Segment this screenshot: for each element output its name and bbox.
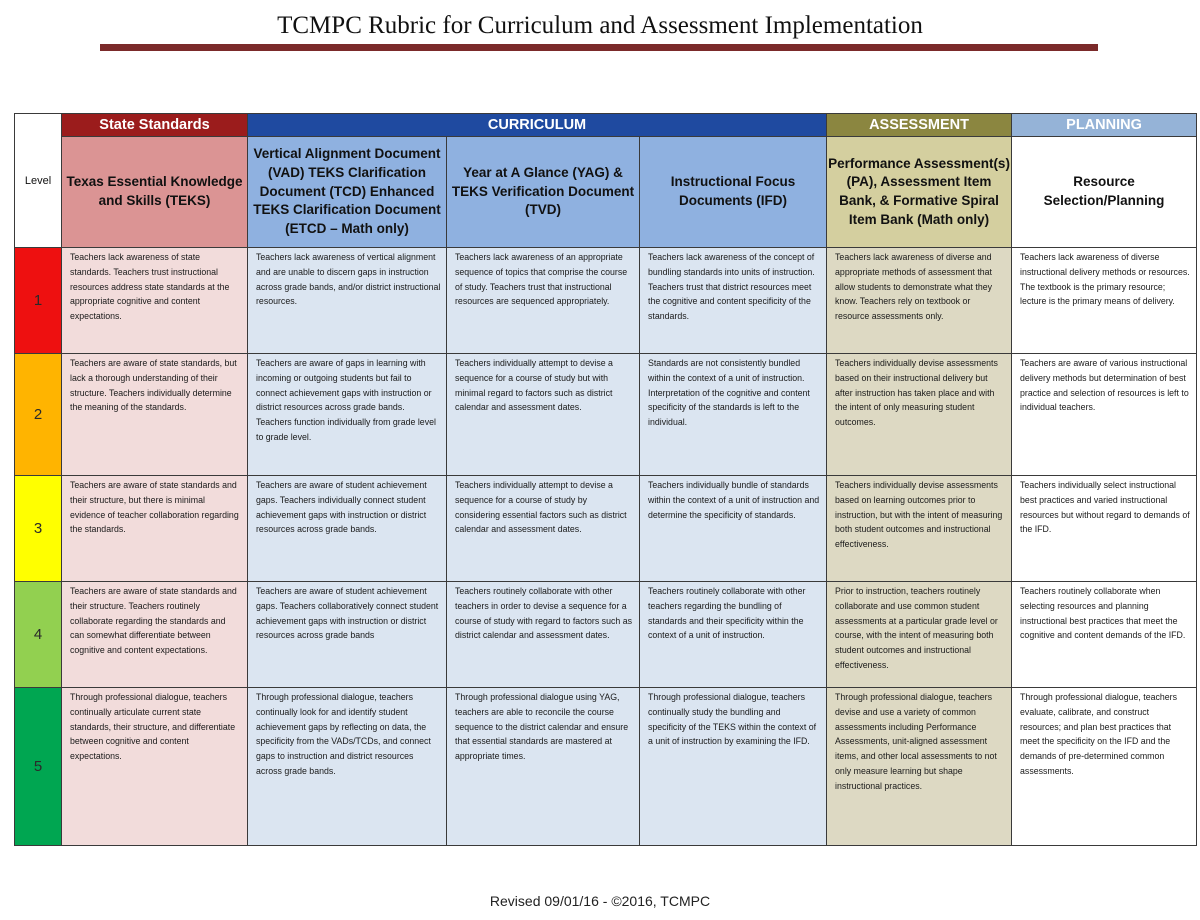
table-cell: Teachers are aware of state standards, but lack a thorough understanding of their structure. Teachers individually determine the meaning of the standards. bbox=[62, 354, 248, 476]
table-cell: Through professional dialogue, teachers continually study the bundling and specificity of the TEKS within the context of a unit of instruction by examining the IFD. bbox=[640, 688, 827, 846]
table-cell: Through professional dialogue using YAG, teachers are able to reconcile the course sequence to the district calendar and ensure that essential standards are mastered at appropriate times. bbox=[447, 688, 640, 846]
table-row bbox=[15, 354, 1197, 476]
table-cell: Teachers lack awareness of an appropriate sequence of topics that comprise the course of study. Teachers trust that instructional resources are sequenced appropriately. bbox=[447, 248, 640, 354]
table-cell: Teachers individually bundle of standards within the context of a unit of instruction and determine the specificity of standards. bbox=[640, 476, 827, 582]
column-header-resource-selection: Resource Selection/Planning bbox=[1012, 137, 1197, 248]
column-header-vad-tcd: Vertical Alignment Document (VAD) TEKS Clarification Document (TCD) Enhanced TEKS Clarification Document (ETCD – Math only) bbox=[248, 137, 447, 248]
category-planning: PLANNING bbox=[1012, 114, 1197, 137]
category-curriculum: CURRICULUM bbox=[248, 114, 827, 137]
table-cell: Teachers individually select instructional best practices and varied instructional resources but without regard to demands of the IFD. bbox=[1012, 476, 1197, 582]
level-cell-2: 2 bbox=[15, 354, 62, 476]
table-cell: Teachers individually devise assessments based on their instructional delivery but after instruction has taken place and with the intent of only measuring student outcomes. bbox=[827, 354, 1012, 476]
table-row bbox=[15, 248, 1197, 354]
table-cell: Teachers lack awareness of vertical alignment and are unable to discern gaps in instruction across grade bands, and/or district instructional resources. bbox=[248, 248, 447, 354]
table-cell: Teachers lack awareness of state standards. Teachers trust instructional resources address state standards at the appropriate cognitive and content expectations. bbox=[62, 248, 248, 354]
table-cell: Teachers individually attempt to devise a sequence for a course of study but with minimal regard to factors such as district calendar and assessment dates. bbox=[447, 354, 640, 476]
page-title: TCMPC Rubric for Curriculum and Assessment Implementation bbox=[277, 12, 923, 39]
table-cell: Teachers routinely collaborate when selecting resources and planning instructional best practices that meet the cognitive and content demands of the IFD. bbox=[1012, 582, 1197, 688]
category-assessment: ASSESSMENT bbox=[827, 114, 1012, 137]
column-header-row bbox=[15, 137, 1197, 248]
column-header-performance-assessment: Performance Assessment(s) (PA), Assessment Item Bank, & Formative Spiral Item Bank (Math only) bbox=[827, 137, 1012, 248]
table-cell: Teachers lack awareness of diverse instructional delivery methods or resources. The textbook is the primary resource; lecture is the primary means of delivery. bbox=[1012, 248, 1197, 354]
table-cell: Teachers are aware of state standards and their structure, but there is minimal evidence of teacher collaboration regarding the standards. bbox=[62, 476, 248, 582]
table-cell: Teachers lack awareness of the concept of bundling standards into units of instruction. Teachers trust that district resources meet the cognitive and content specificity of the standards. bbox=[640, 248, 827, 354]
table-cell: Standards are not consistently bundled within the context of a unit of instruction. Interpretation of the cognitive and content specificity of the standards is left to the individual. bbox=[640, 354, 827, 476]
level-cell-1: 1 bbox=[15, 248, 62, 354]
level-cell-5: 5 bbox=[15, 688, 62, 846]
table-cell: Prior to instruction, teachers routinely collaborate and use common student assessments at a particular grade level or course, with the intent of measuring both student outcomes and instructional effectiveness. bbox=[827, 582, 1012, 688]
level-cell-3: 3 bbox=[15, 476, 62, 582]
column-header-yag-tvd: Year at A Glance (YAG) & TEKS Verification Document (TVD) bbox=[447, 137, 640, 248]
footer-revision: Revised 09/01/16 - ©2016, TCMPC bbox=[489, 893, 711, 909]
table-cell: Teachers are aware of state standards and their structure. Teachers routinely collaborate regarding the standards and can somewhat differentiate between cognitive and content expectations. bbox=[62, 582, 248, 688]
table-cell: Teachers lack awareness of diverse and appropriate methods of assessment that allow students to demonstrate what they know. Teachers rely on textbook or resource assessments only. bbox=[827, 248, 1012, 354]
rubric-table bbox=[14, 113, 1197, 846]
table-cell: Teachers are aware of student achievement gaps. Teachers individually connect student achievement gaps with instruction or district resources across grade bands. bbox=[248, 476, 447, 582]
table-row bbox=[15, 582, 1197, 688]
column-header-ifd: Instructional Focus Documents (IFD) bbox=[640, 137, 827, 248]
column-header-teks: Texas Essential Knowledge and Skills (TEKS) bbox=[62, 137, 248, 248]
table-row bbox=[15, 688, 1197, 846]
table-cell: Through professional dialogue, teachers devise and use a variety of common assessments including Performance Assessments, unit-aligned assessment items, and other local assessments to not only measure learning but shape instructional practices. bbox=[827, 688, 1012, 846]
table-cell: Teachers routinely collaborate with other teachers in order to devise a sequence for a course of study with regard to factors such as district calendar and assessment dates. bbox=[447, 582, 640, 688]
level-column-header: Level bbox=[15, 114, 62, 248]
table-cell: Teachers individually attempt to devise a sequence for a course of study by considering essential factors such as district calendar and assessment dates. bbox=[447, 476, 640, 582]
table-cell: Teachers are aware of gaps in learning with incoming or outgoing students but fail to connect achievement gaps with instruction or district resources across grade bands. Teachers function individually from grade level to grade level. bbox=[248, 354, 447, 476]
table-cell: Through professional dialogue, teachers evaluate, calibrate, and construct resources; and plan best practices that meet the specificity on the IFD and the demands of pre-determined common assessments. bbox=[1012, 688, 1197, 846]
category-header-row bbox=[15, 114, 1197, 137]
table-cell: Teachers are aware of various instructional delivery methods but determination of best practice and selection of resources is left to individual teachers. bbox=[1012, 354, 1197, 476]
category-state-standards: State Standards bbox=[62, 114, 248, 137]
title-divider bbox=[100, 44, 1098, 51]
table-cell: Teachers individually devise assessments based on learning outcomes prior to instruction, but with the intent of measuring both student outcomes and instructional effectiveness. bbox=[827, 476, 1012, 582]
table-cell: Through professional dialogue, teachers continually articulate current state standards, their structure, and differentiate between cognitive and content expectations. bbox=[62, 688, 248, 846]
table-cell: Teachers are aware of student achievement gaps. Teachers collaboratively connect student achievement gaps with instruction or district resources across grade bands bbox=[248, 582, 447, 688]
table-cell: Teachers routinely collaborate with other teachers regarding the bundling of standards and their specificity within the context of a unit of instruction. bbox=[640, 582, 827, 688]
level-cell-4: 4 bbox=[15, 582, 62, 688]
table-cell: Through professional dialogue, teachers continually look for and identify student achievement gaps by reflecting on data, the specificity from the VADs/TCDs, and connect gaps to instruction and district resources across grade bands. bbox=[248, 688, 447, 846]
table-row bbox=[15, 476, 1197, 582]
